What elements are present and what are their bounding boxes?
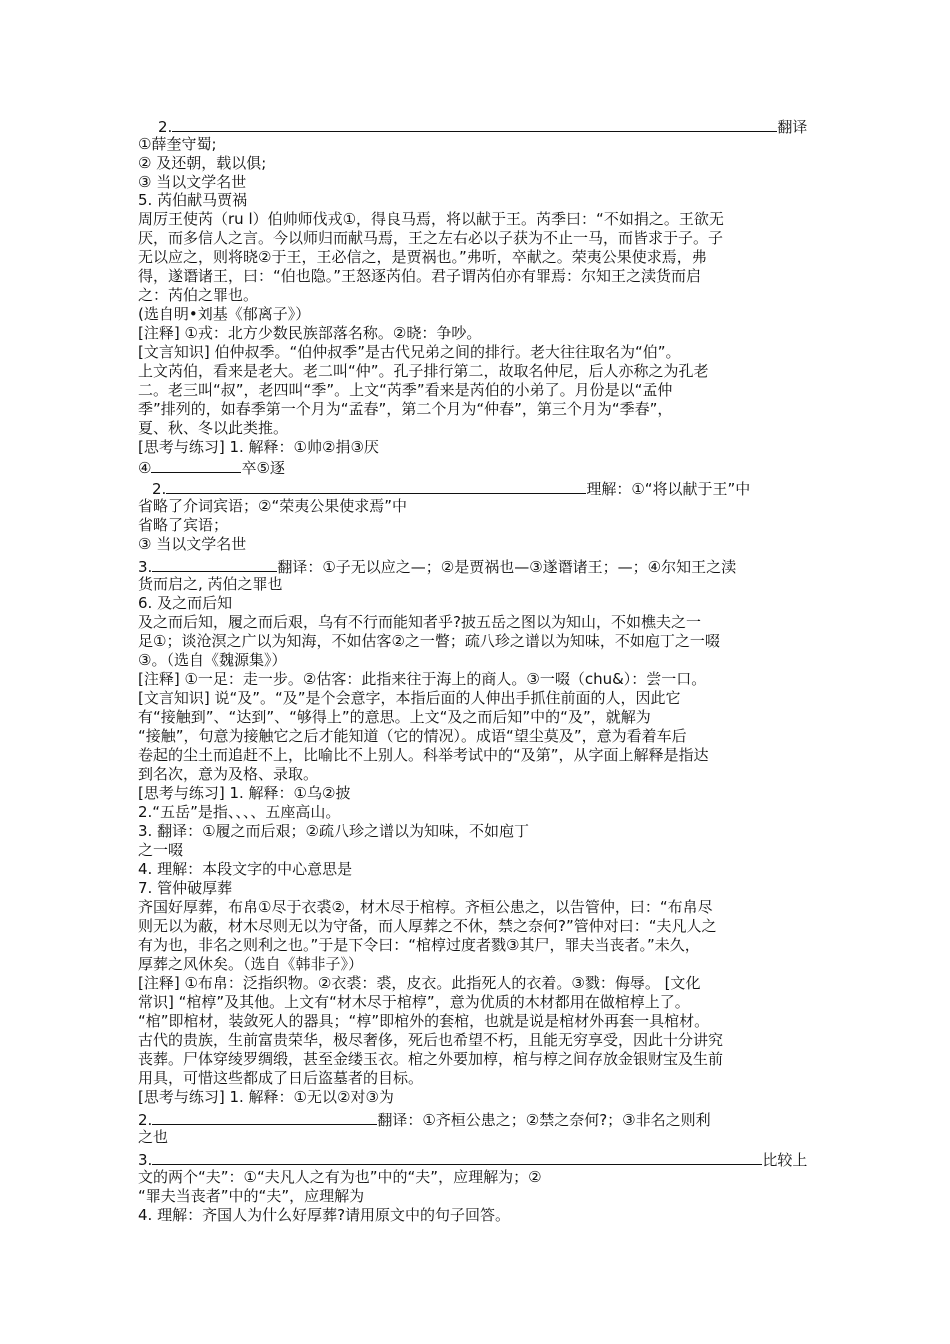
text-line: “接触”，句意为接触它之后才能知道（它的情况）。成语“望尘莫及”，意为看着车后 xyxy=(138,727,687,745)
text-line: 上文芮伯，看来是老大。老二叫“仲”。孔子排行第二，故取名仲尼，后人亦称之为孔老 xyxy=(138,362,709,380)
text-line: 季”排列的，如春季第一个月为“孟春”，第二个月为“仲春”，第三个月为“季春”， xyxy=(138,400,673,418)
text-line: 3. 翻译：①子无以应之—；②是贾祸也—③遂谮诸王；—；④尔知王之渎 xyxy=(138,558,737,576)
text-line: 货而启之, 芮伯之罪也 xyxy=(138,575,283,593)
text-line: ③ 当以文学名世 xyxy=(138,173,247,191)
answer-blank[interactable] xyxy=(151,457,241,473)
text-line: [思考与练习] 1. 解释：①帅②捐③厌 xyxy=(138,438,379,456)
text-line: 卷起的尘土而追赶不上，比喻比不上别人。科举考试中的“及第”，从字面上解释是指达 xyxy=(138,746,709,764)
text-line: 省略了宾语； xyxy=(138,516,229,534)
text-line: 3. 翻译：①履之而后艰；②疏八珍之谱以为知味，不如庖丁 xyxy=(138,822,529,840)
text-line: “罪夫当丧者”中的“夫”，应理解为 xyxy=(138,1187,365,1205)
text-line: 古代的贵族，生前富贵荣华，极尽奢侈，死后也希望不朽，且能无穷享受，因此十分讲究 xyxy=(138,1031,724,1049)
text-line: [注释] ①一足：走一步。②估客：此指来往于海上的商人。③一啜（chu&）：尝一口。 xyxy=(138,670,707,688)
text-line: [思考与练习] 1. 解释：①乌②披 xyxy=(138,784,351,802)
text-line: 4. 理解：本段文字的中心意思是 xyxy=(138,860,353,878)
section-heading: 7. 管仲破厚葬 xyxy=(138,879,233,897)
section-heading: 6. 及之而后知 xyxy=(138,594,233,612)
text-line: 及之而后知，履之而后艰，乌有不行而能知者乎?披五岳之图以为知山，不如樵夫之一 xyxy=(138,613,701,631)
text-line: 之一啜 xyxy=(138,841,184,859)
text-line: [文言知识] 说“及”。“及”是个会意字，本指后面的人伸出手抓住前面的人，因此它 xyxy=(138,689,681,707)
text-line: 有“接触到”、“达到”、“够得上”的意思。上文“及之而后知”中的“及”，就解为 xyxy=(138,708,651,726)
text-line: [文言知识] 伯仲叔季。“伯仲叔季”是古代兄弟之间的排行。老大往往取名为“伯”。 xyxy=(138,343,681,361)
text-line: 2.“五岳”是指、、、、五座高山。 xyxy=(138,803,341,821)
text-line: 省略了介词宾语；②“荣夷公果使求焉”中 xyxy=(138,497,407,515)
text-line: 之：芮伯之罪也。 xyxy=(138,286,259,304)
text-line: 厚葬之风休矣。（选自《韩非子》） xyxy=(138,955,364,973)
text-line: 2. 翻译 xyxy=(158,118,808,136)
answer-blank[interactable] xyxy=(152,1149,762,1165)
text-line: 足①；谈沧溟之广以为知海，不如估客②之一瞥；疏八珍之谱以为知味，不如庖丁之一啜 xyxy=(138,632,720,650)
text-line: 3. 比较上 xyxy=(138,1151,808,1169)
text-line: 2. 理解：①“将以献于王”中 xyxy=(152,480,751,498)
text-line: [思考与练习] 1. 解释：①无以②对③为 xyxy=(138,1088,394,1106)
text-line: 周厉王使芮（ru l）伯帅师伐戎①，得良马焉，将以献于王。芮季曰：“不如捐之。王欲无 xyxy=(138,210,724,228)
section-heading: 5. 芮伯献马贾祸 xyxy=(138,191,248,209)
text-line: 2. 翻译：①齐桓公患之；②禁之奈何?；③非名之则利 xyxy=(138,1111,711,1129)
text-line: ④ 卒⑤逐 xyxy=(138,459,285,477)
text-line: 4. 理解：齐国人为什么好厚葬?请用原文中的句子回答。 xyxy=(138,1206,511,1224)
text-line: ③。（选自《魏源集》） xyxy=(138,651,287,669)
text-line: 常识] “棺椁”及其他。上文有“材木尽于棺椁”，意为优质的木材都用在做棺椁上了。 xyxy=(138,993,690,1011)
text-line: 二。老三叫“叔”，老四叫“季”。上文“芮季”看来是芮伯的小弟了。月份是以“孟仲 xyxy=(138,381,673,399)
text-line: 夏、秋、冬以此类推。 xyxy=(138,419,289,437)
text-line: 无以应之，则将晓②于王，王必信之，是贾祸也。”弗听，卒献之。荣夷公果使求焉，弗 xyxy=(138,248,707,266)
text-line: 厌，而多信人之言。今以师归而献马焉，王之左右必以子获为不止一马，而皆求于子。子 xyxy=(138,229,724,247)
text-line: [注释] ①布帛：泛指织物。②衣裘：裘，皮衣。此指死人的衣着。③戮：侮辱。 [文化 xyxy=(138,974,701,992)
answer-blank[interactable] xyxy=(172,116,777,132)
text-line: 到名次，意为及格、录取。 xyxy=(138,765,319,783)
text-line: 之也 xyxy=(138,1128,169,1146)
text-line: 文的两个“夫”：①“夫凡人之有为也”中的“夫”，应理解为；② xyxy=(138,1168,542,1186)
text-line: ③ 当以文学名世 xyxy=(138,535,247,553)
text-line: “棺”即棺材，装敛死人的器具；“椁”即棺外的套棺，也就是说是棺材外再套一具棺材。 xyxy=(138,1012,710,1030)
text-line: 丧葬。尸体穿绫罗绸缎，甚至金缕玉衣。棺之外要加椁，棺与椁之间存放金银财宝及生前 xyxy=(138,1050,724,1068)
text-line: ①薛奎守蜀; xyxy=(138,135,217,153)
text-line: ② 及还朝，载以俱; xyxy=(138,154,267,172)
text-line: 得，遂谮诸王，曰：“伯也隐。”王怒逐芮伯。君子谓芮伯亦有罪焉：尔知王之渎货而启 xyxy=(138,267,702,285)
text-line: 齐国好厚葬，布帛①尽于衣裘②，材木尽于棺椁。齐桓公患之，以告管仲，曰：“布帛尽 xyxy=(138,898,713,916)
answer-blank[interactable] xyxy=(152,1109,377,1125)
text-line: 则无以为蔽，材木尽则无以为守备，而人厚葬之不休，禁之奈何?”管仲对曰：“夫凡人之 xyxy=(138,917,717,935)
answer-blank[interactable] xyxy=(166,478,586,494)
text-line: [注释] ①戎：北方少数民族部落名称。②晓：争吵。 xyxy=(138,324,482,342)
answer-blank[interactable] xyxy=(152,556,277,572)
text-line: 用具，可惜这些都成了日后盗墓者的目标。 xyxy=(138,1069,424,1087)
source-note: (选自明•刘基《郁离子》） xyxy=(138,305,311,323)
text-line: 有为也，非名之则利之也。”于是下令曰：“棺椁过度者戮③其尸，罪夫当丧者。”未久， xyxy=(138,936,700,954)
